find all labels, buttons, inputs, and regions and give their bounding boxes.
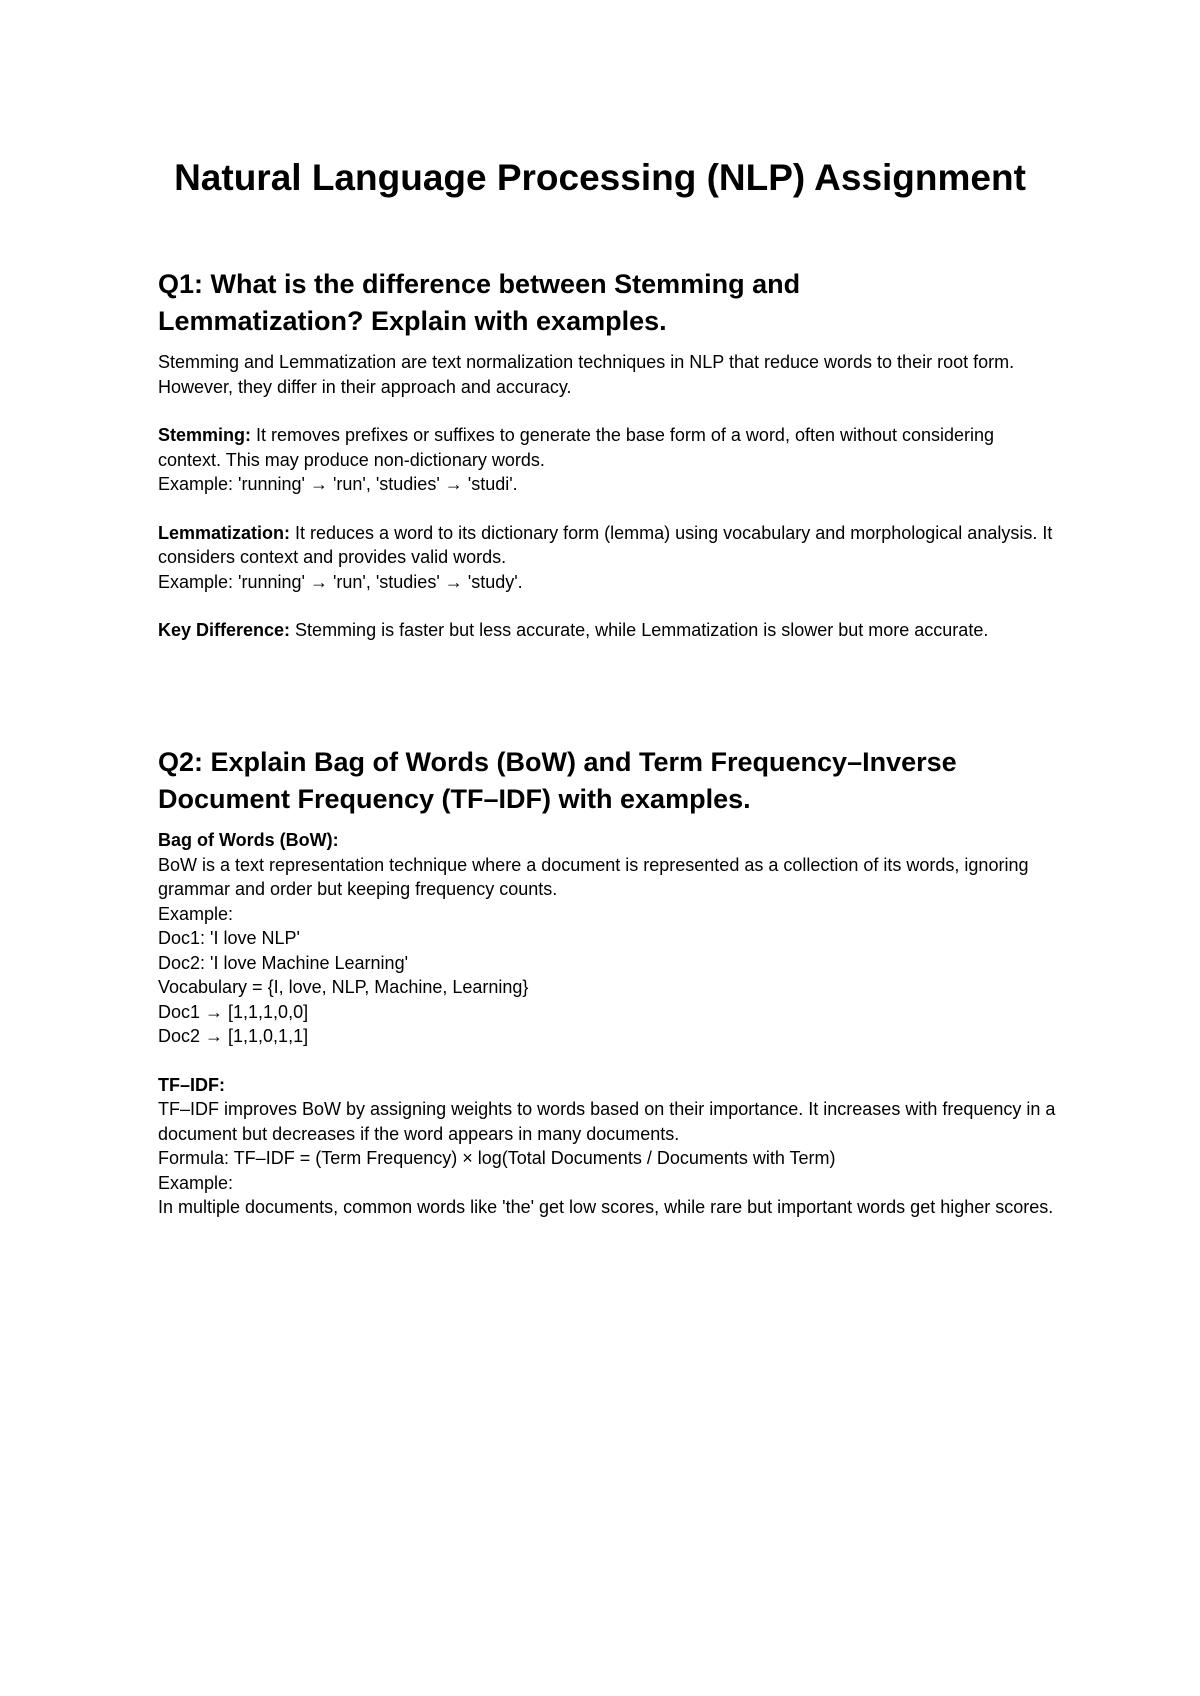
bow-line: Doc1: 'I love NLP' xyxy=(158,928,300,948)
key-difference-paragraph xyxy=(158,618,1058,643)
lemmatization-paragraph xyxy=(158,521,1058,595)
question-2-section xyxy=(158,744,1058,1220)
lemmatization-text: It reduces a word to its dictionary form (lemma) using vocabulary and morphological analysis. It considers context and provides valid words. xyxy=(158,522,1053,567)
question-1-intro: Stemming and Lemmatization are text normalization techniques in NLP that reduce words to their root form. However, they differ in their approach and accuracy. xyxy=(158,352,1015,397)
bow-line: Doc2: 'I love Machine Learning' xyxy=(158,952,409,973)
bow-line: Example: xyxy=(158,903,234,924)
question-1-heading: Q1: What is the difference between Stemming and Lemmatization? Explain with examples. xyxy=(158,269,801,336)
question-2-heading: Q2: Explain Bag of Words (BoW) and Term Frequency–Inverse Document Frequency (TF–IDF) with examples. xyxy=(158,747,957,814)
bow-label: Bag of Words (BoW): xyxy=(158,830,339,850)
tfidf-example-text: In multiple documents, common words like 'the' get low scores, while rare but important words get higher scores. xyxy=(158,1197,1054,1217)
bow-paragraph xyxy=(158,828,1058,1049)
tfidf-formula: Formula: TF–IDF = (Term Frequency) × log(Total Documents / Documents with Term) xyxy=(158,1148,836,1168)
tfidf-label: TF–IDF: xyxy=(158,1074,225,1095)
stemming-paragraph xyxy=(158,423,1058,497)
tfidf-paragraph xyxy=(158,1073,1058,1220)
tfidf-example-label: Example: xyxy=(158,1172,234,1193)
bow-text: BoW is a text representation technique where a document is represented as a collection of its words, ignoring grammar and order but keeping frequency counts. xyxy=(158,854,1029,899)
stemming-example: Example: 'running' → 'run', 'studies' → 'studi'. xyxy=(158,474,518,494)
document-title: Natural Language Processing (NLP) Assignment xyxy=(174,157,1026,198)
bow-line: Doc2 → [1,1,0,1,1] xyxy=(158,1026,309,1046)
lemmatization-label: Lemmatization: xyxy=(158,522,291,543)
stemming-label: Stemming: xyxy=(158,425,252,445)
key-difference-text: Stemming is faster but less accurate, while Lemmatization is slower but more accurate. xyxy=(290,620,989,640)
bow-line: Doc1 → [1,1,1,0,0] xyxy=(158,1001,309,1022)
lemmatization-example: Example: 'running' → 'run', 'studies' → 'study'. xyxy=(158,571,523,592)
bow-line: Vocabulary = {I, love, NLP, Machine, Learning} xyxy=(158,977,529,997)
stemming-text: It removes prefixes or suffixes to generate the base form of a word, often without considering context. This may produce non-dictionary words. xyxy=(158,425,995,470)
question-1-section xyxy=(158,266,1058,643)
tfidf-text: TF–IDF improves BoW by assigning weights to words based on their importance. It increases with frequency in a document but decreases if the word appears in many documents. xyxy=(158,1099,1056,1144)
key-difference-label: Key Difference: xyxy=(158,620,291,640)
